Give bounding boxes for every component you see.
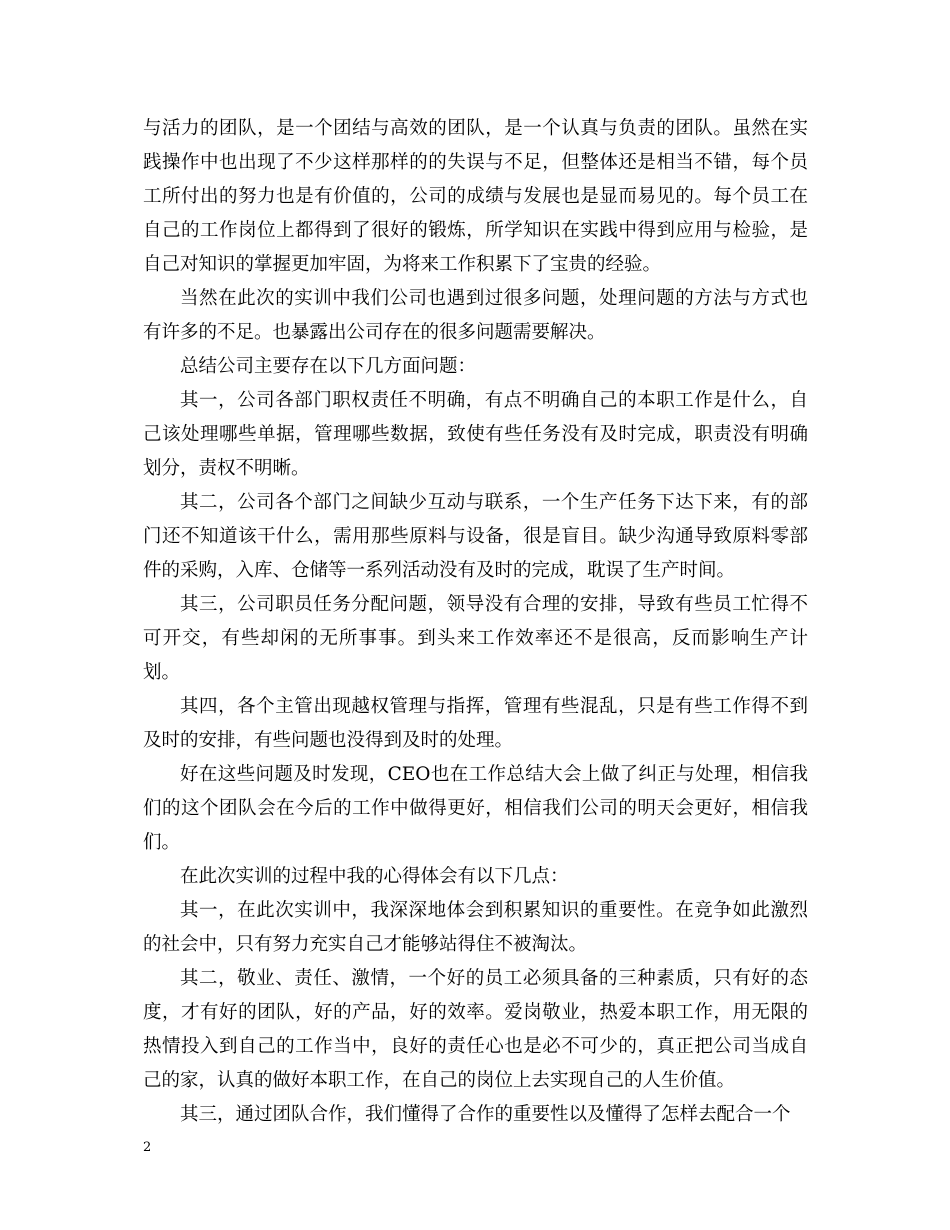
paragraph: 总结公司主要存在以下几方面问题： <box>180 356 477 377</box>
paragraph: 其一，在此次实训中，我深深地体会到积累知识的重要性。在竞争如此激烈的社会中，只有努力充实自己才能够站得住不被淘汰。 <box>143 900 808 955</box>
paragraph: 其四，各个主管出现越权管理与指挥，管理有些混乱，只是有些工作得不到及时的安排，有些问题也没得到及时的处理。 <box>143 696 808 751</box>
paragraph: 在此次实训的过程中我的心得体会有以下几点： <box>180 866 569 887</box>
paragraph: 当然在此次的实训中我们公司也遇到过很多问题，处理问题的方法与方式也有许多的不足。也暴露出公司存在的很多问题需要解决。 <box>143 288 808 343</box>
paragraph: 其二，公司各个部门之间缺少互动与联系，一个生产任务下达下来，有的部门还不知道该干什么，需用那些原料与设备，很是盲目。缺少沟通导致原料零部件的采购，入库、仓储等一系列活动没有及时的完成，耽误了生产时间。 <box>143 492 808 581</box>
paragraph: 其三，通过团队合作，我们懂得了合作的重要性以及懂得了怎样去配合一个 <box>180 1104 791 1125</box>
page-number: 2 <box>143 1140 152 1155</box>
paragraph: 其一，公司各部门职权责任不明确，有点不明确自己的本职工作是什么，自己该处理哪些单据，管理哪些数据，致使有些任务没有及时完成，职责没有明确划分，责权不明晰。 <box>143 390 808 479</box>
paragraph: 其二，敬业、责任、激情，一个好的员工必须具备的三种素质，只有好的态度，才有好的团队，好的产品，好的效率。爱岗敬业，热爱本职工作，用无限的热情投入到自己的工作当中，良好的责任心也是必不可少的，真正把公司当成自己的家，认真的做好本职工作，在自己的岗位上去实现自己的人生价值。 <box>143 968 808 1091</box>
paragraph: 其三，公司职员任务分配问题，领导没有合理的安排，导致有些员工忙得不可开交，有些却闲的无所事事。到头来工作效率还不是很高，反而影响生产计划。 <box>143 594 808 683</box>
document-body <box>143 112 808 1132</box>
paragraph: 与活力的团队，是一个团结与高效的团队，是一个认真与负责的团队。虽然在实践操作中也出现了不少这样那样的的失误与不足，但整体还是相当不错，每个员工所付出的努力也是有价值的，公司的成绩与发展也是显而易见的。每个员工在自己的工作岗位上都得到了很好的锻炼，所学知识在实践中得到应用与检验，是自己对知识的掌握更加牢固，为将来工作积累下了宝贵的经验。 <box>143 118 808 275</box>
paragraph: 好在这些问题及时发现，CEO也在工作总结大会上做了纠正与处理，相信我们的这个团队会在今后的工作中做得更好，相信我们公司的明天会更好，相信我们。 <box>143 764 808 853</box>
